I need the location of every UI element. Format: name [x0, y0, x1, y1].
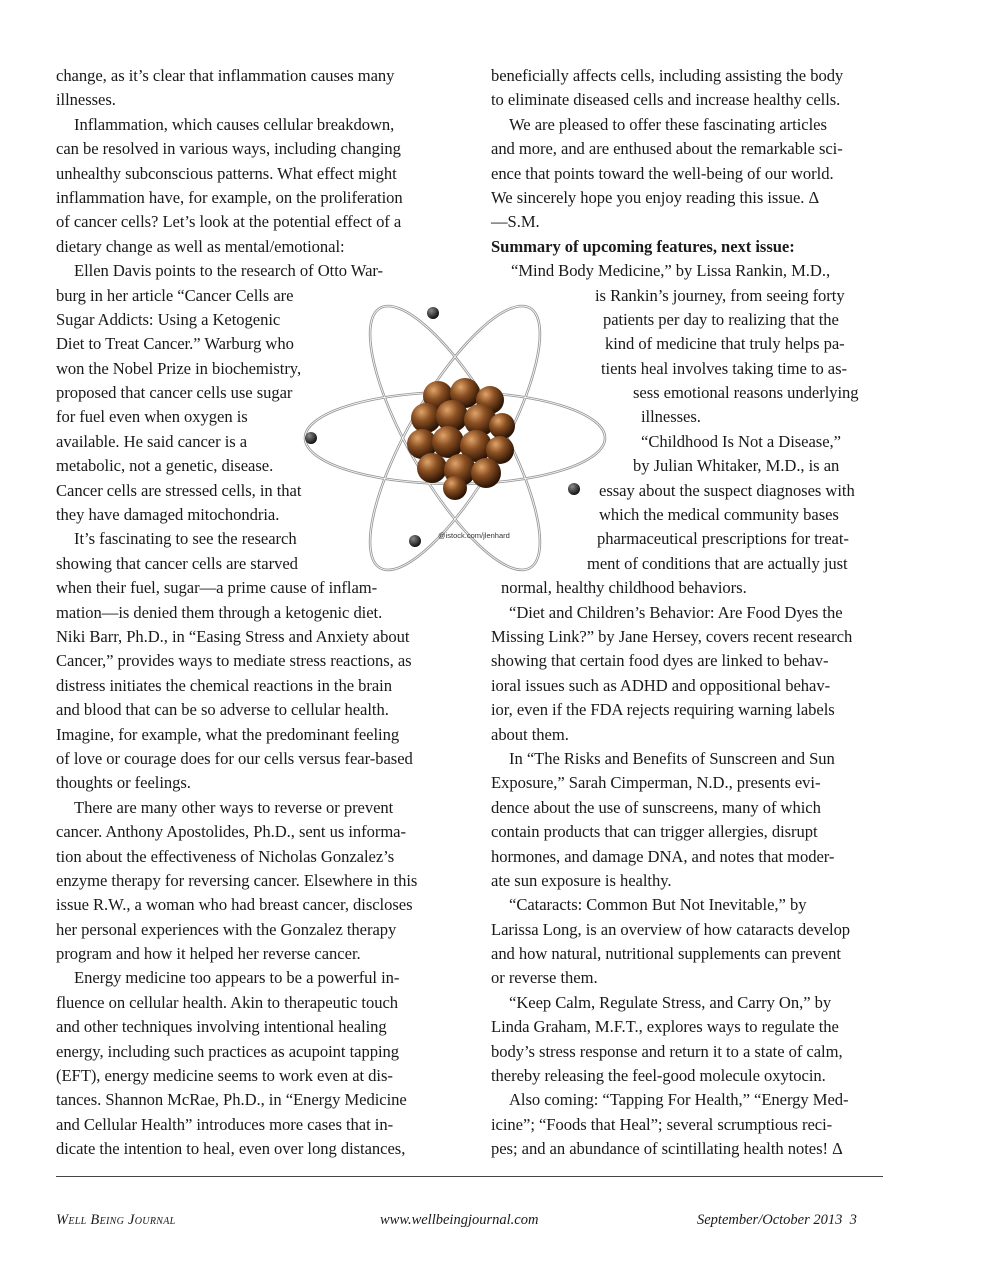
text-line: Larissa Long, is an overview of how cataracts develop: [491, 919, 851, 939]
text-line: inflammation have, for example, on the proliferation: [56, 187, 403, 207]
text-line: tion about the effectiveness of Nicholas Gonzalez’s: [56, 846, 395, 866]
text-line: It’s fascinating to see the research: [74, 529, 297, 549]
text-line: enzyme therapy for reversing cancer. Elsewhere in this: [56, 870, 418, 890]
text-line: showing that certain food dyes are linked to behav-: [491, 651, 829, 671]
text-line: by Julian Whitaker, M.D., is an: [633, 456, 840, 476]
text-line: “Mind Body Medicine,” by Lissa Rankin, M.D.,: [511, 261, 831, 281]
text-line: they have damaged mitochondria.: [56, 505, 280, 525]
text-line: kind of medicine that truly helps pa-: [605, 334, 845, 354]
text-line: Ellen Davis points to the research of Otto War-: [74, 261, 384, 281]
text-line: Energy medicine too appears to be a powerful in-: [74, 968, 400, 988]
text-line: about them.: [491, 724, 569, 744]
atom-illustration: [300, 268, 610, 608]
text-line: There are many other ways to reverse or prevent: [74, 797, 394, 817]
text-line: pes; and an abundance of scintillating health notes! Δ: [491, 1139, 843, 1159]
text-line: “Keep Calm, Regulate Stress, and Carry On,” by: [509, 992, 832, 1012]
text-line: her personal experiences with the Gonzalez therapy: [56, 919, 397, 939]
text-line: metabolic, not a genetic, disease.: [56, 456, 274, 476]
text-line: fluence on cellular health. Akin to therapeutic touch: [56, 992, 399, 1012]
text-line: Summary of upcoming features, next issue:: [491, 236, 795, 256]
text-line: Missing Link?” by Jane Hersey, covers recent research: [491, 626, 853, 646]
text-line: program and how it helped her reverse cancer.: [56, 944, 361, 964]
text-line: energy, including such practices as acupoint tapping: [56, 1041, 400, 1061]
text-line: pharmaceutical prescriptions for treat-: [597, 529, 849, 549]
text-line: illnesses.: [56, 90, 116, 110]
text-line: Imagine, for example, what the predominant feeling: [56, 724, 400, 744]
text-line: unhealthy subconscious patterns. What effect might: [56, 163, 397, 183]
text-line: ioral issues such as ADHD and oppositional behav-: [491, 675, 831, 695]
text-line: when their fuel, sugar—a prime cause of inflam-: [56, 578, 378, 598]
text-line: of cancer cells? Let’s look at the potential effect of a: [56, 212, 402, 232]
text-line: thoughts or feelings.: [56, 773, 191, 793]
text-line: mation—is denied them through a ketogenic diet.: [56, 602, 383, 622]
text-line: tients heal involves taking time to as-: [601, 358, 847, 378]
text-line: ate sun exposure is healthy.: [491, 870, 672, 890]
page-number: 3: [849, 1212, 857, 1228]
text-line: Inflammation, which causes cellular breakdown,: [74, 114, 395, 134]
text-line: contain products that can trigger allergies, disrupt: [491, 822, 818, 842]
text-line: available. He said cancer is a: [56, 431, 248, 451]
text-line: dicate the intention to heal, even over long distances,: [56, 1139, 406, 1159]
text-line: Sugar Addicts: Using a Ketogenic: [56, 309, 281, 329]
text-line: thereby releasing the feel-good molecule oxytocin.: [491, 1066, 826, 1086]
text-line: tances. Shannon McRae, Ph.D., in “Energy Medicine: [56, 1090, 407, 1110]
text-line: illnesses.: [641, 407, 701, 427]
text-line: sess emotional reasons underlying: [633, 383, 859, 403]
text-line: for fuel even when oxygen is: [56, 407, 248, 427]
text-line: and how natural, nutritional supplements can prevent: [491, 944, 841, 964]
issue-date: September/October 2013: [697, 1212, 843, 1228]
text-line: Exposure,” Sarah Cimperman, N.D., presents evi-: [491, 773, 821, 793]
journal-name: Well Being Journal: [56, 1212, 176, 1228]
text-line: Niki Barr, Ph.D., in “Easing Stress and Anxiety about: [56, 626, 410, 646]
left-column: [56, 64, 448, 1162]
text-line: and blood that can be so adverse to cellular health.: [56, 700, 389, 720]
text-line: cancer. Anthony Apostolides, Ph.D., sent us informa-: [56, 822, 406, 842]
image-credit: @istock.com/jlenhard: [438, 531, 510, 540]
text-line: or reverse them.: [491, 968, 598, 988]
journal-url[interactable]: www.wellbeingjournal.com: [380, 1212, 539, 1228]
text-line: burg in her article “Cancer Cells are: [56, 285, 294, 305]
text-line: won the Nobel Prize in biochemistry,: [56, 358, 302, 378]
text-line: We are pleased to offer these fascinating articles: [509, 114, 827, 134]
text-line: dence about the use of sunscreens, many of which: [491, 797, 821, 817]
text-line: of love or courage does for our cells versus fear-based: [56, 748, 413, 768]
text-line: Linda Graham, M.F.T., explores ways to regulate the: [491, 1017, 839, 1037]
text-line: proposed that cancer cells use sugar: [56, 383, 293, 403]
text-line: which the medical community bases: [599, 505, 839, 525]
text-line: Also coming: “Tapping For Health,” “Energy Med-: [509, 1090, 849, 1110]
issue-and-page: [697, 1212, 857, 1229]
text-line: We sincerely hope you enjoy reading this issue. Δ: [491, 187, 820, 207]
text-line: and other techniques involving intentional healing: [56, 1017, 387, 1037]
text-line: hormones, and damage DNA, and notes that moder-: [491, 846, 835, 866]
text-line: to eliminate diseased cells and increase healthy cells.: [491, 90, 841, 110]
text-line: In “The Risks and Benefits of Sunscreen and Sun: [509, 748, 835, 768]
text-line: icine”; “Foods that Heal”; several scrumptious reci-: [491, 1114, 833, 1134]
text-line: “Diet and Children’s Behavior: Are Food Dyes the: [509, 602, 843, 622]
text-line: dietary change as well as mental/emotional:: [56, 236, 345, 256]
text-line: is Rankin’s journey, from seeing forty: [595, 285, 845, 305]
text-line: —S.M.: [491, 212, 540, 232]
text-line: Cancer,” provides ways to mediate stress reactions, as: [56, 651, 412, 671]
text-line: ence that points toward the well-being of our world.: [491, 163, 834, 183]
text-line: patients per day to realizing that the: [603, 309, 839, 329]
right-column: [491, 64, 883, 1162]
text-line: Diet to Treat Cancer.” Warburg who: [56, 334, 294, 354]
text-line: ior, even if the FDA rejects requiring warning labels: [491, 700, 835, 720]
text-line: issue R.W., a woman who had breast cancer, discloses: [56, 895, 413, 915]
text-line: “Childhood Is Not a Disease,”: [641, 431, 841, 451]
text-line: can be resolved in various ways, including changing: [56, 139, 401, 159]
footer-rule: [56, 1176, 883, 1177]
text-line: beneficially affects cells, including assisting the body: [491, 66, 844, 85]
text-line: normal, healthy childhood behaviors.: [501, 578, 747, 598]
text-line: ment of conditions that are actually just: [587, 553, 848, 573]
text-line: showing that cancer cells are starved: [56, 553, 298, 573]
text-line: “Cataracts: Common But Not Inevitable,” by: [509, 895, 807, 915]
text-line: change, as it’s clear that inflammation causes many: [56, 66, 395, 85]
text-line: (EFT), energy medicine seems to work even at dis-: [56, 1066, 393, 1086]
text-line: and more, and are enthused about the remarkable sci-: [491, 139, 843, 159]
text-line: Cancer cells are stressed cells, in that: [56, 480, 302, 500]
text-line: body’s stress response and return it to a state of calm,: [491, 1041, 843, 1061]
text-line: essay about the suspect diagnoses with: [599, 480, 855, 500]
text-line: distress initiates the chemical reactions in the brain: [56, 675, 392, 695]
text-line: and Cellular Health” introduces more cases that in-: [56, 1114, 394, 1134]
